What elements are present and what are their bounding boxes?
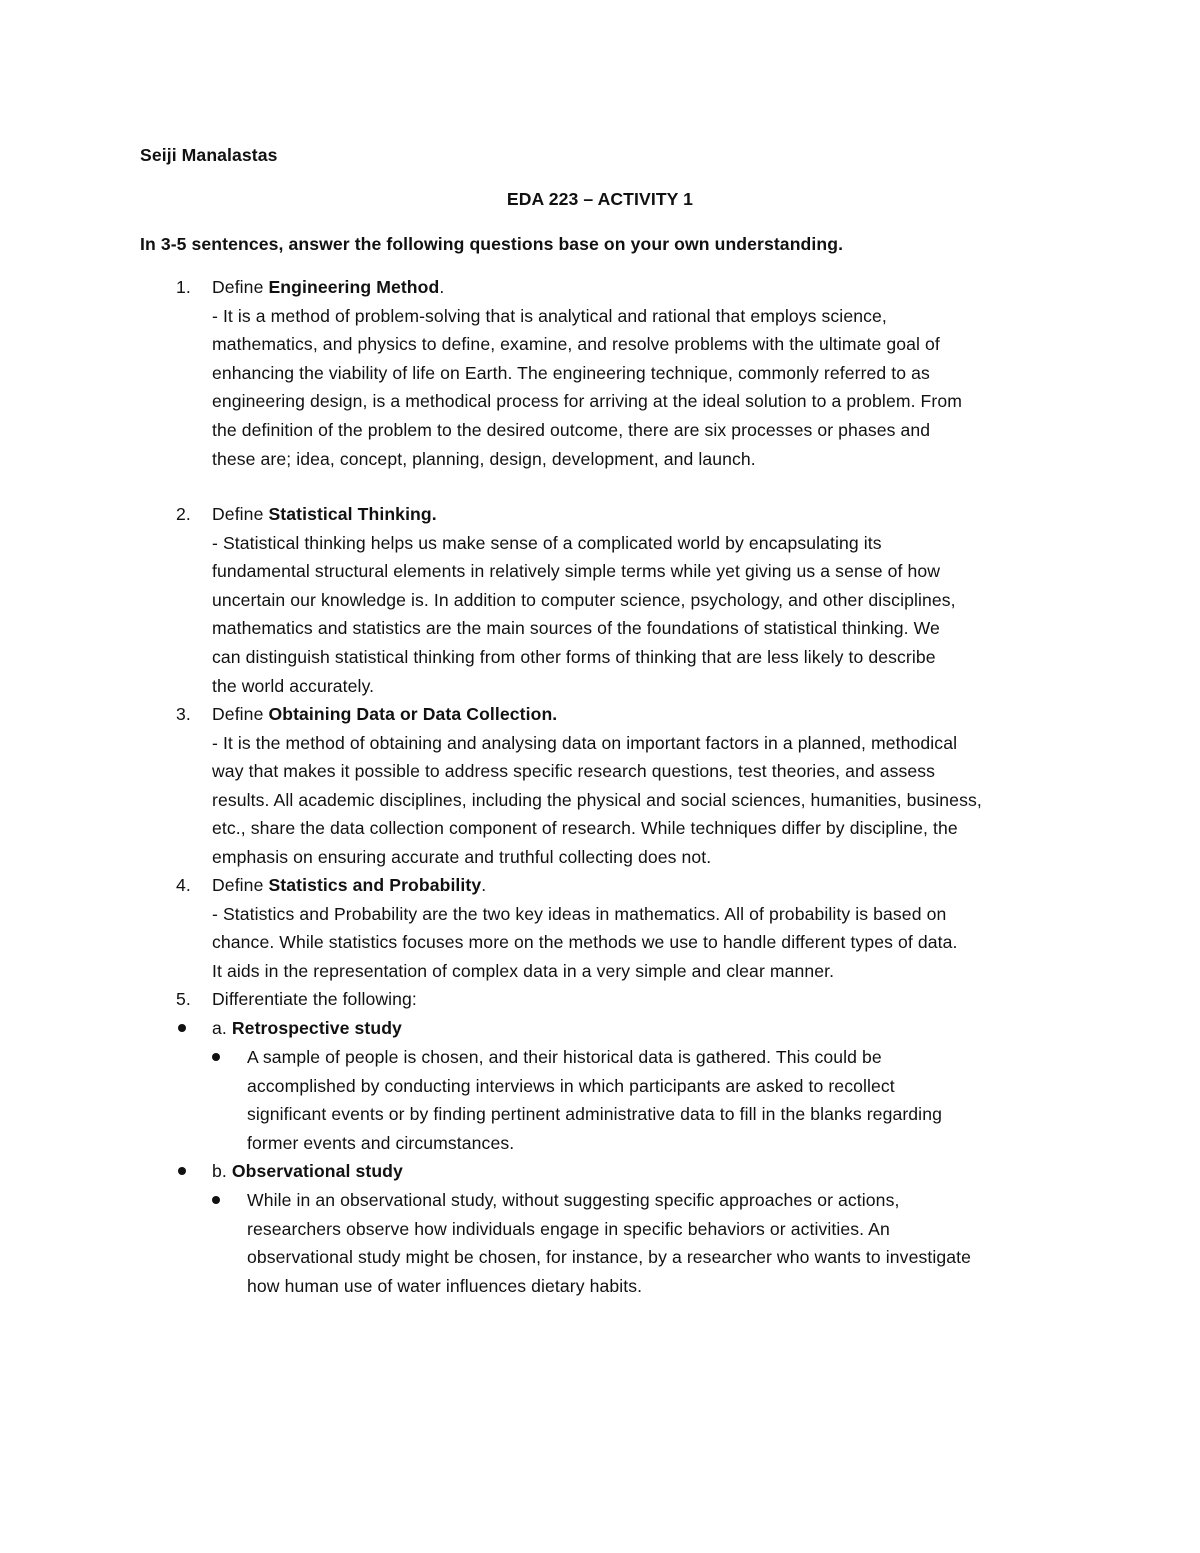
description-line: former events and circumstances. — [247, 1132, 515, 1153]
question-prompt: Define Statistical Thinking. — [212, 504, 437, 524]
description-line: observational study might be chosen, for instance, by a researcher who wants to investigate — [247, 1247, 971, 1268]
answer-line: It aids in the representation of complex data in a very simple and clear manner. — [212, 960, 835, 981]
question-term: Engineering Method — [268, 277, 440, 297]
question-1 — [140, 273, 1060, 473]
sub-item-b-detail — [140, 1186, 1070, 1300]
question-number: 4. — [176, 875, 191, 895]
answer-line: results. All academic disciplines, including the physical and social sciences, humanities, business, — [212, 789, 982, 810]
answer-line: can distinguish statistical thinking from other forms of thinking that are less likely to describe — [212, 646, 936, 667]
answer-line: - Statistical thinking helps us make sense of a complicated world by encapsulating its — [212, 532, 882, 553]
answer-line: enhancing the viability of life on Earth. The engineering technique, commonly referred to as — [212, 362, 930, 383]
sub-item-term: Observational study — [231, 1161, 403, 1181]
instruction-text: In 3-5 sentences, answer the following questions base on your own understanding. — [140, 234, 844, 254]
question-prompt: Define Statistics and Probability. — [212, 875, 487, 895]
sub-item-term: Retrospective study — [231, 1018, 402, 1038]
answer-line: etc., share the data collection component of research. While techniques differ by discipline, the — [212, 818, 958, 839]
question-number: 1. — [176, 277, 191, 297]
answer-line: these are; idea, concept, planning, design, development, and launch. — [212, 448, 756, 469]
question-term: Obtaining Data or Data Collection. — [268, 704, 558, 724]
question-3 — [140, 700, 1060, 872]
question-term: Statistics and Probability — [268, 875, 482, 895]
description-line: how human use of water influences dietary habits. — [247, 1275, 643, 1296]
question-answer — [212, 729, 1060, 872]
question-5 — [140, 985, 1060, 1014]
author-name: Seiji Manalastas — [140, 145, 278, 165]
sub-item-description — [247, 1043, 1070, 1157]
sub-item-a — [140, 1014, 1070, 1043]
answer-line: - It is a method of problem-solving that is analytical and rational that employs science, — [212, 305, 887, 326]
bullet-icon — [178, 1024, 186, 1032]
question-prompt: Define Obtaining Data or Data Collection. — [212, 704, 558, 724]
question-prompt: Differentiate the following: — [212, 989, 417, 1009]
bullet-icon — [178, 1167, 186, 1175]
answer-line: mathematics and statistics are the main sources of the foundations of statistical thinking. We — [212, 618, 940, 639]
sub-item-heading: a. Retrospective study — [212, 1018, 402, 1038]
answer-line: emphasis on ensuring accurate and truthful collecting does not. — [212, 846, 712, 867]
answer-line: mathematics, and physics to define, examine, and resolve problems with the ultimate goal of — [212, 334, 940, 355]
question-answer — [212, 302, 1060, 474]
question-answer — [212, 529, 1060, 701]
sub-item-a-detail — [140, 1043, 1070, 1157]
question-number: 5. — [176, 989, 191, 1009]
sub-item-description — [247, 1186, 1070, 1300]
description-line: accomplished by conducting interviews in which participants are asked to recollect — [247, 1075, 895, 1096]
description-line: A sample of people is chosen, and their historical data is gathered. This could be — [247, 1047, 882, 1067]
question-number: 3. — [176, 704, 191, 724]
sub-item-heading: b. Observational study — [212, 1161, 403, 1181]
question-2 — [140, 500, 1060, 700]
answer-line: way that makes it possible to address specific research questions, test theories, and assess — [212, 761, 936, 782]
answer-line: - Statistics and Probability are the two key ideas in mathematics. All of probability is based on — [212, 903, 947, 924]
question-number: 2. — [176, 504, 191, 524]
description-line: researchers observe how individuals engage in specific behaviors or activities. An — [247, 1218, 890, 1239]
question-prompt: Define Engineering Method. — [212, 277, 445, 297]
document-title-text: EDA 223 – ACTIVITY 1 — [506, 189, 694, 209]
question-term: Statistical Thinking. — [268, 504, 437, 524]
answer-line: chance. While statistics focuses more on the methods we use to handle different types of data. — [212, 932, 958, 953]
answer-line: fundamental structural elements in relatively simple terms while yet giving us a sense of how — [212, 561, 941, 582]
answer-line: the definition of the problem to the desired outcome, there are six processes or phases and — [212, 419, 931, 440]
sub-item-b — [140, 1157, 1070, 1186]
bullet-icon — [212, 1196, 220, 1204]
document-title — [0, 185, 1200, 214]
answer-line: engineering design, is a methodical process for arriving at the ideal solution to a problem. From — [212, 391, 963, 412]
answer-line: uncertain our knowledge is. In addition to computer science, psychology, and other disciplines, — [212, 589, 956, 610]
bullet-icon — [212, 1053, 220, 1061]
question-answer — [212, 900, 1060, 986]
answer-line: the world accurately. — [212, 675, 375, 696]
question-4 — [140, 871, 1060, 985]
answer-line: - It is the method of obtaining and analysing data on important factors in a planned, methodical — [212, 732, 958, 753]
description-line: significant events or by finding pertinent administrative data to fill in the blanks regarding — [247, 1104, 942, 1125]
description-line: While in an observational study, without suggesting specific approaches or actions, — [247, 1190, 900, 1210]
